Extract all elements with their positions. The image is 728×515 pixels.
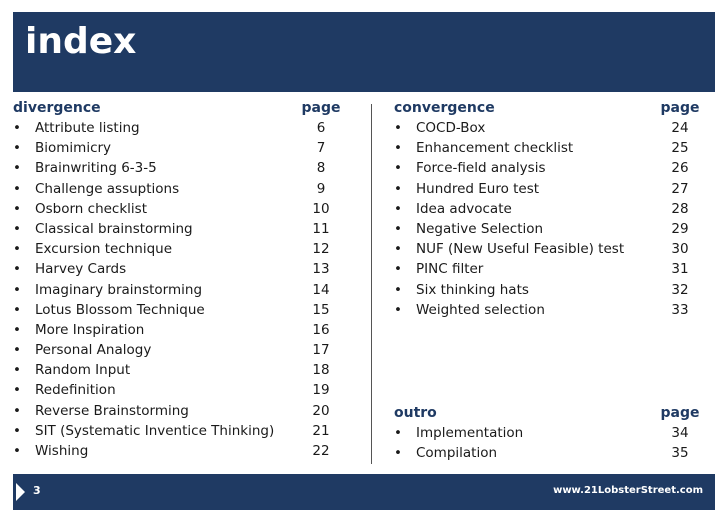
list-item bbox=[13, 221, 343, 241]
list-item bbox=[13, 140, 343, 160]
item-label: Wishing bbox=[35, 443, 89, 459]
item-page-number: 7 bbox=[316, 140, 326, 157]
item-label: SIT (Systematic Inventice Thinking) bbox=[35, 422, 275, 439]
item-label: Challenge assuptions bbox=[35, 180, 180, 197]
convergence-list bbox=[394, 120, 700, 322]
item-label: Lotus Blossom Technique bbox=[35, 301, 205, 318]
item-page-number: 30 bbox=[671, 241, 689, 258]
bullet-icon: • bbox=[394, 120, 402, 136]
list-item bbox=[394, 282, 700, 302]
list-item bbox=[13, 261, 343, 281]
item-label: Imaginary brainstorming bbox=[35, 281, 203, 298]
item-label: Biomimicry bbox=[35, 140, 112, 157]
item-label: Implementation bbox=[416, 425, 524, 441]
item-label: Redefinition bbox=[35, 382, 116, 399]
bullet-icon: • bbox=[394, 281, 402, 298]
list-item bbox=[13, 382, 343, 402]
list-item bbox=[13, 443, 343, 463]
item-label: Force-field analysis bbox=[416, 160, 546, 177]
bullet-icon: • bbox=[394, 160, 402, 177]
item-page-number: 10 bbox=[312, 200, 330, 217]
item-page-number: 35 bbox=[671, 445, 689, 462]
divergence-page-heading: page bbox=[301, 100, 341, 116]
item-page-number: 24 bbox=[671, 120, 689, 136]
list-item bbox=[394, 445, 700, 465]
item-page-number: 22 bbox=[312, 443, 330, 459]
item-page-number: 21 bbox=[312, 422, 330, 439]
bullet-icon: • bbox=[13, 301, 21, 318]
divergence-heading: divergence bbox=[13, 100, 101, 116]
item-label: Classical brainstorming bbox=[35, 220, 193, 237]
title-banner bbox=[13, 12, 715, 92]
column-divider bbox=[371, 104, 372, 464]
list-item bbox=[394, 241, 700, 261]
item-page-number: 13 bbox=[312, 261, 330, 278]
outro-list bbox=[394, 425, 700, 465]
item-page-number: 20 bbox=[312, 402, 330, 419]
bullet-icon: • bbox=[394, 241, 402, 258]
bullet-icon: • bbox=[13, 241, 21, 258]
item-label: Weighted selection bbox=[416, 301, 545, 318]
convergence-heading: convergence bbox=[394, 100, 495, 116]
item-label: Negative Selection bbox=[416, 220, 544, 237]
item-page-number: 25 bbox=[671, 140, 689, 157]
list-item bbox=[13, 362, 343, 382]
outro-page-heading: page bbox=[660, 405, 700, 421]
divergence-list bbox=[13, 120, 343, 463]
slide-number: 3 bbox=[33, 484, 41, 497]
list-item bbox=[394, 120, 700, 140]
item-label: Attribute listing bbox=[35, 120, 140, 136]
item-page-number: 26 bbox=[671, 160, 689, 177]
item-page-number: 33 bbox=[671, 301, 689, 318]
item-label: COCD-Box bbox=[416, 120, 486, 136]
item-page-number: 14 bbox=[312, 281, 330, 298]
bullet-icon: • bbox=[13, 281, 21, 298]
item-label: NUF (New Useful Feasible) test bbox=[416, 241, 625, 258]
item-label: Random Input bbox=[35, 362, 131, 379]
item-label: More Inspiration bbox=[35, 321, 145, 338]
list-item bbox=[13, 120, 343, 140]
list-item bbox=[13, 322, 343, 342]
list-item bbox=[13, 423, 343, 443]
page-title: index bbox=[25, 21, 137, 62]
bullet-icon: • bbox=[13, 220, 21, 237]
item-label: PINC filter bbox=[416, 261, 484, 278]
bullet-icon: • bbox=[13, 200, 21, 217]
item-page-number: 8 bbox=[316, 160, 326, 177]
bullet-icon: • bbox=[13, 160, 21, 177]
item-page-number: 12 bbox=[312, 241, 330, 258]
bullet-icon: • bbox=[13, 140, 21, 157]
list-item bbox=[13, 241, 343, 261]
item-page-number: 19 bbox=[312, 382, 330, 399]
outro-heading: outro bbox=[394, 405, 437, 421]
item-label: Excursion technique bbox=[35, 241, 173, 258]
list-item bbox=[394, 302, 700, 322]
item-page-number: 32 bbox=[671, 281, 689, 298]
item-label: Compilation bbox=[416, 445, 498, 462]
list-item bbox=[13, 201, 343, 221]
convergence-page-heading: page bbox=[660, 100, 700, 116]
list-item bbox=[394, 140, 700, 160]
list-item bbox=[13, 342, 343, 362]
item-label: Harvey Cards bbox=[35, 261, 127, 278]
list-item bbox=[13, 160, 343, 180]
item-page-number: 29 bbox=[671, 220, 689, 237]
item-label: Six thinking hats bbox=[416, 281, 529, 298]
convergence-header bbox=[394, 100, 700, 120]
list-item bbox=[394, 160, 700, 180]
bullet-icon: • bbox=[394, 180, 402, 197]
list-item bbox=[13, 403, 343, 423]
outro-header bbox=[394, 405, 700, 425]
divergence-header bbox=[13, 100, 343, 120]
bullet-icon: • bbox=[13, 120, 21, 136]
item-label: Hundred Euro test bbox=[416, 180, 540, 197]
bullet-icon: • bbox=[13, 402, 21, 419]
list-item bbox=[394, 261, 700, 281]
list-item bbox=[394, 425, 700, 445]
item-page-number: 31 bbox=[671, 261, 689, 278]
bullet-icon: • bbox=[13, 261, 21, 278]
item-label: Brainwriting 6-3-5 bbox=[35, 160, 157, 177]
convergence-section bbox=[394, 100, 700, 322]
item-page-number: 27 bbox=[671, 180, 689, 197]
item-page-number: 28 bbox=[671, 200, 689, 217]
item-page-number: 17 bbox=[312, 342, 330, 359]
bullet-icon: • bbox=[13, 180, 21, 197]
item-page-number: 11 bbox=[312, 220, 330, 237]
bullet-icon: • bbox=[13, 321, 21, 338]
list-item bbox=[13, 302, 343, 322]
item-label: Personal Analogy bbox=[35, 342, 152, 359]
item-page-number: 6 bbox=[316, 120, 326, 136]
list-item bbox=[394, 201, 700, 221]
bullet-icon: • bbox=[394, 445, 402, 462]
item-page-number: 9 bbox=[316, 180, 326, 197]
website-link[interactable]: www.21LobsterStreet.com bbox=[553, 485, 703, 496]
divergence-section bbox=[13, 100, 343, 463]
bullet-icon: • bbox=[13, 382, 21, 399]
bullet-icon: • bbox=[394, 220, 402, 237]
bullet-icon: • bbox=[13, 342, 21, 359]
bullet-icon: • bbox=[13, 443, 21, 459]
item-label: Osborn checklist bbox=[35, 200, 148, 217]
list-item bbox=[13, 282, 343, 302]
item-label: Reverse Brainstorming bbox=[35, 402, 189, 419]
list-item bbox=[394, 181, 700, 201]
item-label: Idea advocate bbox=[416, 200, 512, 217]
item-page-number: 34 bbox=[671, 425, 689, 441]
item-label: Enhancement checklist bbox=[416, 140, 574, 157]
list-item bbox=[13, 181, 343, 201]
bullet-icon: • bbox=[394, 425, 402, 441]
chevron-right-icon bbox=[16, 483, 25, 501]
bullet-icon: • bbox=[394, 140, 402, 157]
outro-section bbox=[394, 405, 700, 465]
bullet-icon: • bbox=[394, 261, 402, 278]
bullet-icon: • bbox=[394, 200, 402, 217]
bullet-icon: • bbox=[13, 422, 21, 439]
bullet-icon: • bbox=[13, 362, 21, 379]
item-page-number: 16 bbox=[312, 321, 330, 338]
list-item bbox=[394, 221, 700, 241]
item-page-number: 15 bbox=[312, 301, 330, 318]
bullet-icon: • bbox=[394, 301, 402, 318]
item-page-number: 18 bbox=[312, 362, 330, 379]
footer-bar bbox=[13, 474, 715, 510]
